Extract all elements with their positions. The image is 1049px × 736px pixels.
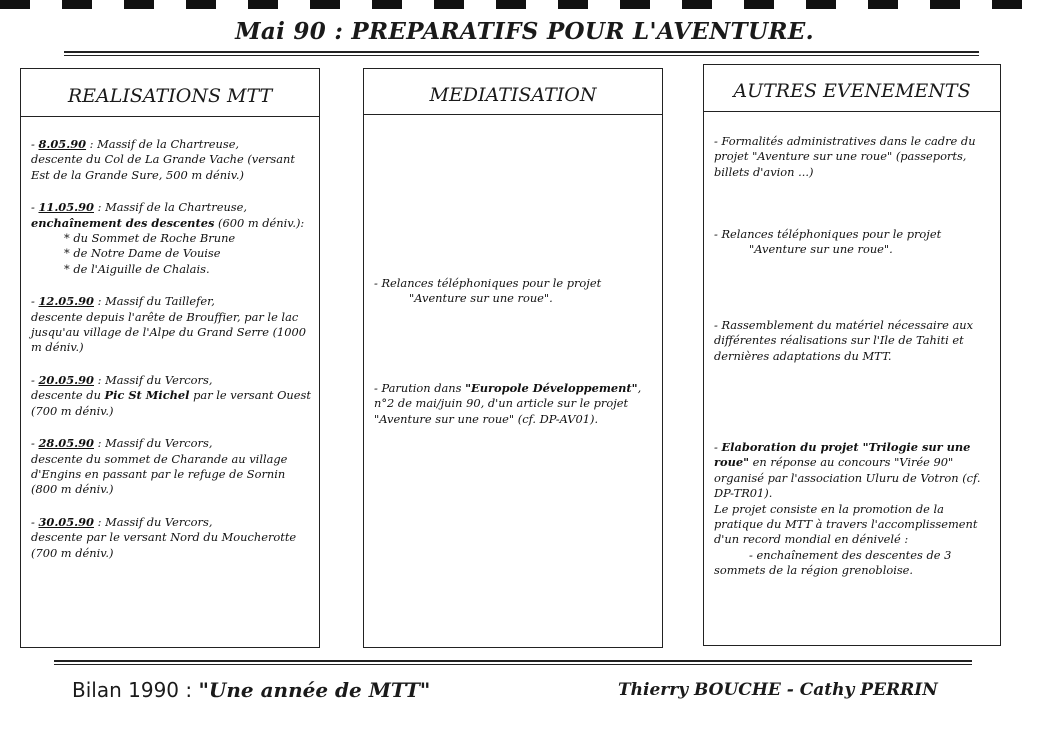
entry-date: 8.05.90 bbox=[38, 137, 87, 151]
autres-entry-4: - Elaboration du projet "Trilogie sur une roue" en réponse au concours "Virée 90" organisé par l'association Uluru de Votron (cf. DP-TR01). Le projet consiste en la promotion de la pratique du MTT à travers l'accomplissement d'un record mondial en dénivelé : - enchaînement des descentes de 3 sommets de la région grenobloise. bbox=[714, 440, 981, 578]
descent-item: * du Sommet de Roche Brune bbox=[64, 231, 236, 246]
footer-rule-thin bbox=[54, 664, 972, 665]
realisations-body bbox=[31, 137, 311, 578]
autres-entry-1: - Formalités administratives dans le cadre du projet "Aventure sur une roue" (passeports, billets d'avion ...) bbox=[714, 134, 976, 179]
descent-item: * de l'Aiguille de Chalais. bbox=[64, 261, 210, 276]
mediatisation-entry-2: - Parution dans "Europole Développement", n°2 de mai/juin 90, d'un article sur le projet "Aventure sur une roue" (cf. DP-AV01). bbox=[374, 381, 642, 426]
entry-date: 20.05.90 bbox=[38, 372, 94, 387]
autres-head-divider bbox=[703, 111, 1001, 112]
realisation-entry: - 20.05.90 : Massif du Vercors, descente du Pic St Michel par le versant Ouest (700 m déniv.) bbox=[31, 372, 311, 418]
realisation-entry: - 12.05.90 : Massif du Taillefer, descente depuis l'arête de Brouffier, par le lac jusqu'au village de l'Alpe du Grand Serre (1000 m déniv.) bbox=[31, 294, 307, 355]
autres-entry-2: - Relances téléphoniques pour le projet "Aventure sur une roue". bbox=[714, 227, 942, 257]
mediatisation-head-divider bbox=[363, 114, 663, 115]
realisation-entry: - 8.05.90 : Massif de la Chartreuse, descente du Col de La Grande Vache (versant Est de la Grande Sure, 500 m déniv.) bbox=[31, 137, 295, 182]
footer-rule bbox=[54, 660, 972, 662]
autres-heading: AUTRES EVENEMENTS bbox=[733, 80, 971, 102]
entry-date: 11.05.90 bbox=[38, 200, 94, 215]
footer-bilan: Bilan 1990 : "Une année de MTT" bbox=[72, 678, 431, 702]
spiral-binding bbox=[0, 0, 1049, 9]
title-rule-thin bbox=[64, 55, 979, 56]
entry-date: 30.05.90 bbox=[38, 514, 94, 529]
footer-authors: Thierry BOUCHE - Cathy PERRIN bbox=[618, 680, 938, 700]
realisation-entry: - 28.05.90 : Massif du Vercors, descente du sommet de Charande au village d'Engins en passant par le refuge de Sornin (800 m déniv.) bbox=[31, 436, 288, 497]
mediatisation-entry-1: - Relances téléphoniques pour le projet "Aventure sur une roue". bbox=[374, 276, 602, 306]
mediatisation-column bbox=[363, 68, 663, 648]
descent-item: * de Notre Dame de Vouise bbox=[64, 246, 221, 261]
title-rule bbox=[64, 51, 979, 53]
entry-date: 28.05.90 bbox=[38, 436, 94, 451]
page-title: Mai 90 : PREPARATIFS POUR L'AVENTURE. bbox=[235, 18, 814, 45]
realisations-head-divider bbox=[20, 116, 320, 117]
entry-date: 12.05.90 bbox=[38, 294, 94, 309]
realisations-heading: REALISATIONS MTT bbox=[67, 85, 273, 107]
realisation-entry: - 30.05.90 : Massif du Vercors, descente par le versant Nord du Moucherotte (700 m déniv.) bbox=[31, 514, 297, 560]
autres-entry-3: - Rassemblement du matériel nécessaire aux différentes réalisations sur l'Ile de Tahiti et dernières adaptations du MTT. bbox=[714, 318, 974, 363]
mediatisation-heading: MEDIATISATION bbox=[429, 84, 597, 106]
realisation-entry: - 11.05.90 : Massif de la Chartreuse, enchaînement des descentes (600 m déniv.): * du Sommet de Roche Brune * de Notre Dame de Vouise * de l'Aiguille de Chalais. bbox=[31, 200, 311, 277]
